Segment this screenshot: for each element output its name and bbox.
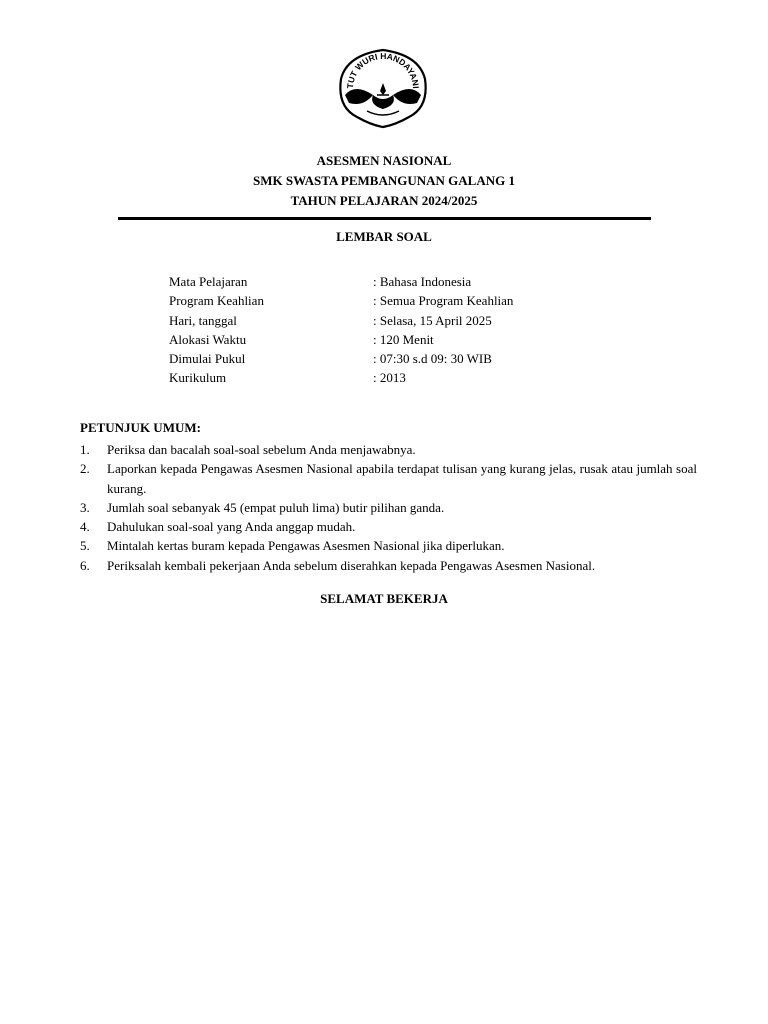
header-year: TAHUN PELAJARAN 2024/2025 (290, 193, 478, 208)
list-item-number: 1. (80, 442, 90, 457)
info-label: Alokasi Waktu (169, 331, 247, 347)
list-item-text: Jumlah soal sebanyak 45 (empat puluh lima) butir pilihan ganda. (107, 499, 445, 515)
closing-message: SELAMAT BEKERJA (320, 591, 448, 606)
header-divider (118, 217, 651, 220)
list-item (80, 459, 697, 498)
list-item (80, 536, 697, 555)
list-item (80, 556, 697, 575)
list-item-number: 3. (80, 499, 90, 515)
instructions-title: PETUNJUK UMUM: (80, 420, 201, 435)
list-item-text: Periksalah kembali pekerjaan Anda sebelum diserahkan kepada Pengawas Asesmen Nasional. (107, 557, 596, 573)
info-label: Mata Pelajaran (169, 274, 248, 289)
info-value: : 07:30 s.d 09: 30 WIB (373, 351, 492, 367)
list-item (80, 498, 697, 517)
header-title: ASESMEN NASIONAL (316, 153, 452, 168)
info-value: : Bahasa Indonesia (373, 274, 472, 289)
info-value: : Selasa, 15 April 2025 (373, 312, 492, 328)
info-label: Hari, tanggal (169, 312, 237, 328)
logo-motto: TUT WURI HANDAYANI (344, 50, 422, 89)
info-value: : 120 Menit (373, 331, 434, 347)
list-item-text: Dahulukan soal-soal yang Anda anggap mudah. (107, 519, 356, 535)
list-item-text: Periksa dan bacalah soal-soal sebelum Anda menjawabnya. (107, 442, 416, 457)
info-label: Program Keahlian (169, 293, 264, 309)
tut-wuri-handayani-logo-icon (333, 45, 433, 129)
document-title: LEMBAR SOAL (336, 229, 432, 244)
list-item-text: Laporkan kepada Pengawas Asesmen Nasional apabila terdapat tulisan yang kurang jelas, rusak atau jumlah soal kurang. (107, 461, 697, 496)
info-label: Dimulai Pukul (169, 351, 246, 367)
list-item-number: 2. (80, 461, 90, 477)
list-item-number: 6. (80, 557, 90, 573)
info-value: : 2013 (373, 370, 406, 386)
list-item-number: 4. (80, 519, 90, 535)
list-item (80, 517, 697, 536)
header-school: SMK SWASTA PEMBANGUNAN GALANG 1 (253, 173, 515, 188)
instructions-list (80, 440, 697, 575)
info-value: : Semua Program Keahlian (373, 293, 514, 309)
info-label: Kurikulum (169, 370, 227, 386)
list-item-text: Mintalah kertas buram kepada Pengawas Asesmen Nasional jika diperlukan. (107, 538, 505, 554)
list-item-number: 5. (80, 538, 90, 554)
list-item (80, 440, 697, 459)
